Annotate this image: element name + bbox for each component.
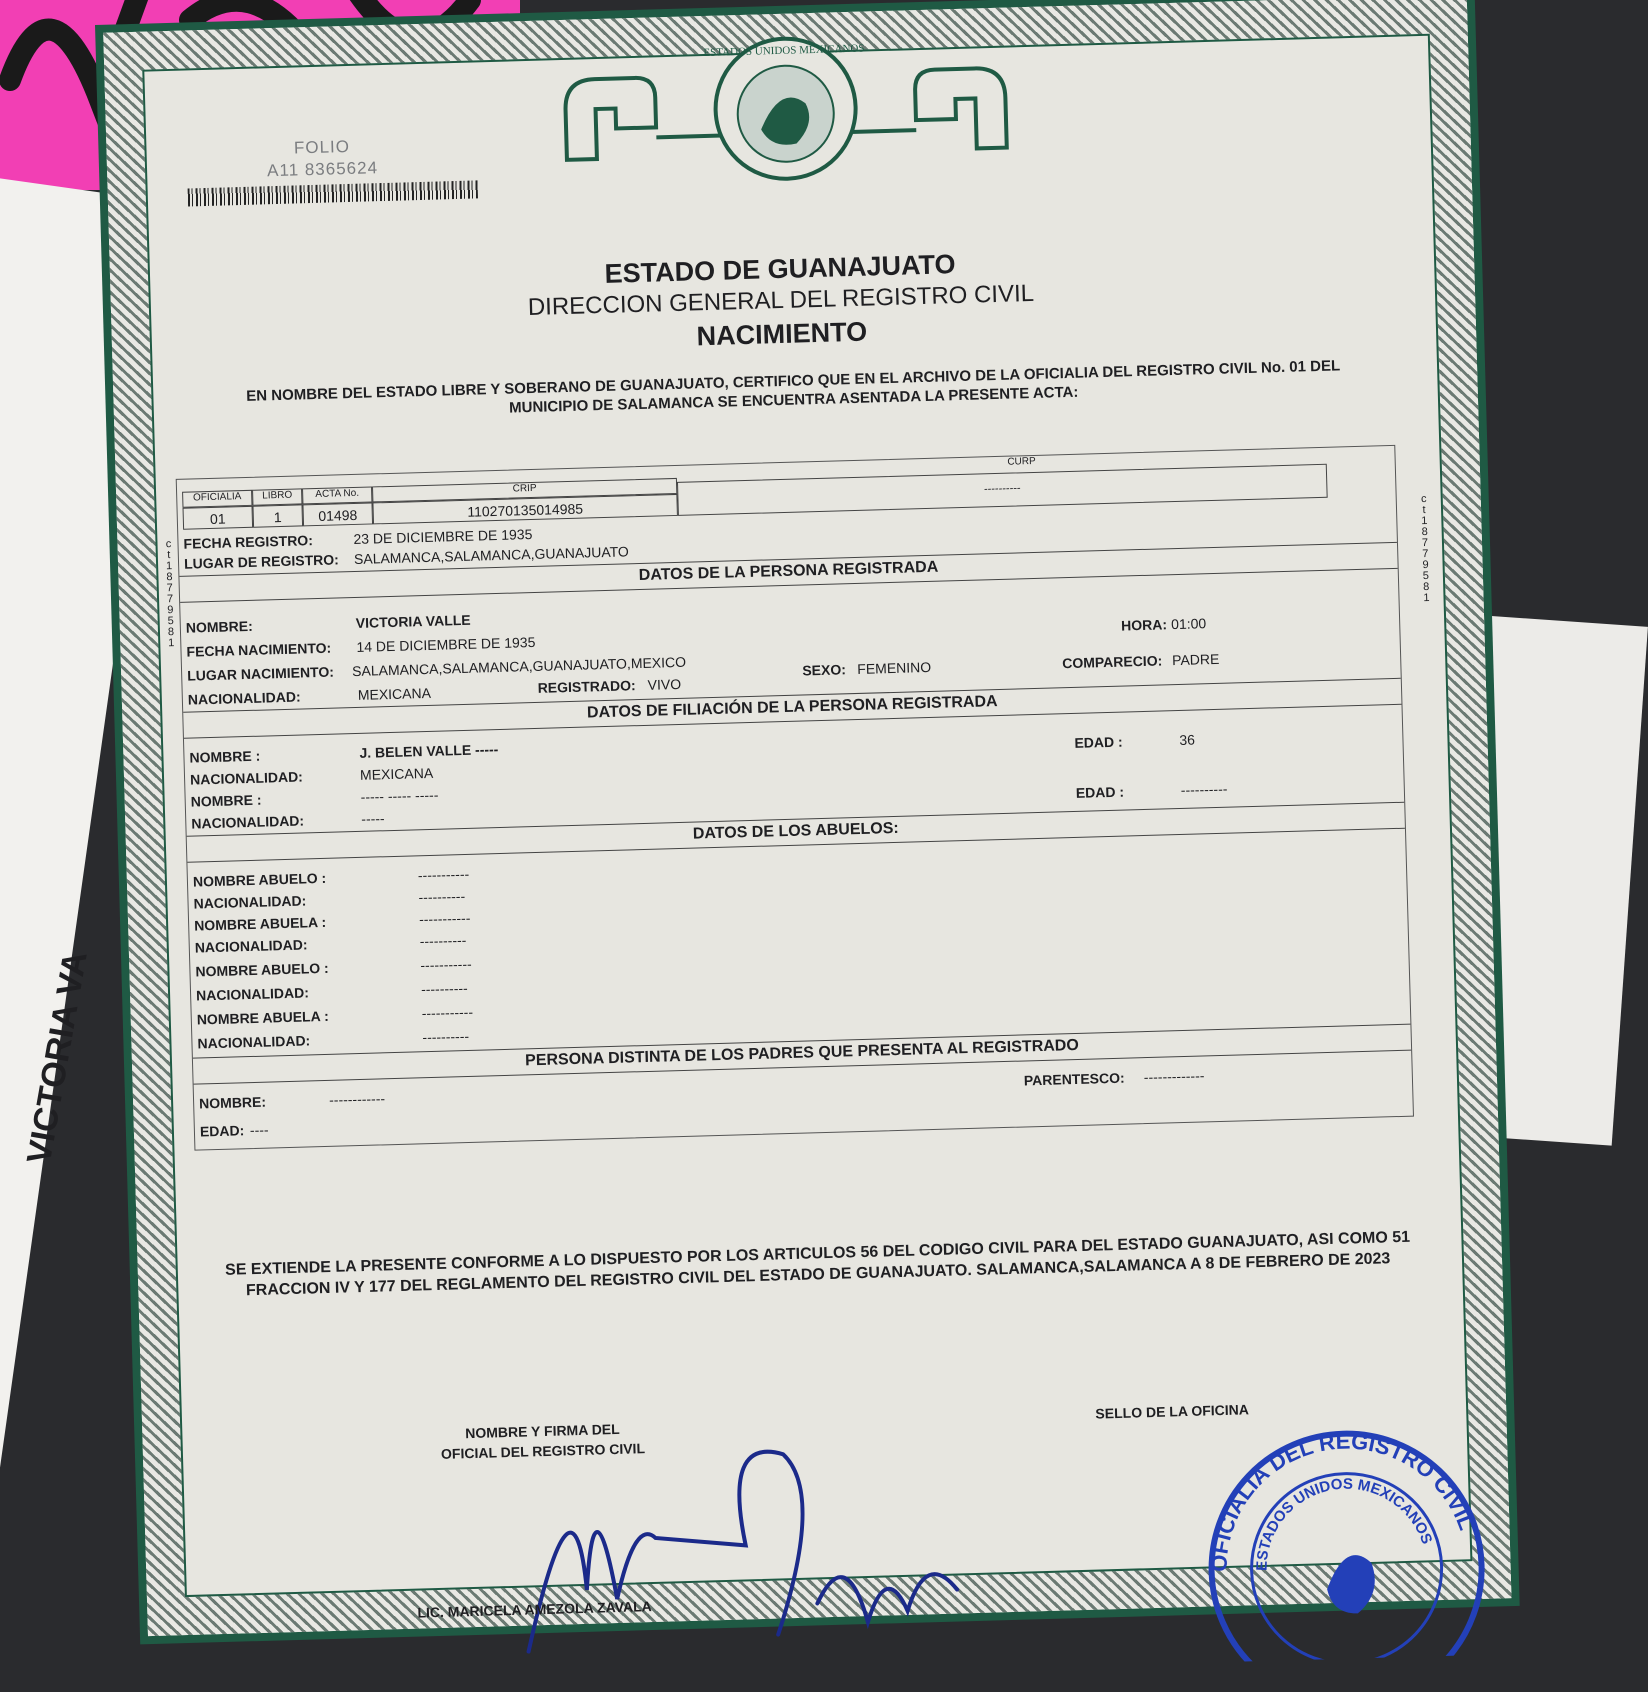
document-header: [430, 244, 1132, 360]
person-nacionalidad-label: NACIONALIDAD:: [187, 688, 301, 708]
grandparent-value: -----------: [417, 865, 470, 884]
presenter-parentesco-label: PARENTESCO:: [1023, 1069, 1125, 1089]
seal-outer-text: OFICIALIA DEL REGISTRO CIVIL: [1206, 1428, 1480, 1573]
person-nombre-label: NOMBRE:: [185, 617, 253, 636]
right-side-code: c t 1 8 7 7 9 5 8 1: [1420, 493, 1430, 605]
parent2-edad-value: ----------: [1180, 780, 1228, 798]
official-name: LIC. MARICELA AMEZOLA ZAVALA: [417, 1598, 652, 1621]
parent2-edad-label: EDAD :: [1075, 783, 1125, 801]
signature-header-line1: NOMBRE Y FIRMA DEL: [464, 1420, 620, 1442]
grandparent-value: -----------: [420, 955, 472, 974]
person-nacionalidad-value: MEXICANA: [357, 684, 432, 703]
grandparent-value: ----------: [419, 931, 467, 950]
header-oficialia: OFICIALIA: [182, 490, 252, 508]
closing-statement: SE EXTIENDE LA PRESENTE CONFORME A LO DISPUESTO POR LOS ARTICULOS 56 DEL CODIGO CIVIL PARA DEL ESTADO GUANAJUATO, ASI COMO 51 FRACCION IV Y 177 DEL REGLAMENTO DEL REGISTRO CIVIL DEL ESTADO DE GUANAJUATO. SALAMANCA,SALAMANCA A 8 DE FEBRERO DE 2023: [224, 1228, 1411, 1300]
grandparent-label: NOMBRE ABUELA :: [193, 913, 327, 934]
folio-number: A11 8365624: [266, 158, 379, 181]
directorate-title: DIRECCION GENERAL DEL REGISTRO CIVIL: [527, 279, 1035, 322]
folio-block: [266, 135, 378, 182]
person-section-title: DATOS DE LA PERSONA REGISTRADA: [638, 558, 939, 585]
presenter-edad-value: ----: [249, 1121, 269, 1139]
filiation-section-title: DATOS DE FILIACIÓN DE LA PERSONA REGISTRADA: [586, 693, 998, 722]
office-seal-stamp: [1182, 1415, 1489, 1663]
record-data-table: [176, 445, 1414, 1151]
parent1-edad-value: 36: [1179, 731, 1196, 748]
certificate-body: [142, 34, 1480, 1621]
barcode: [188, 180, 478, 206]
header-libro: LIBRO: [252, 488, 302, 505]
record-type-title: NACIMIENTO: [696, 316, 868, 352]
value-acta: 01498: [302, 502, 373, 526]
seal-header: SELLO DE LA OFICINA: [1095, 1401, 1250, 1422]
grandparent-value: -----------: [421, 1003, 474, 1022]
grandparent-label: NOMBRE ABUELO :: [192, 869, 327, 890]
person-hora-label: HORA:: [1120, 616, 1168, 634]
grandparent-label: NACIONALIDAD:: [193, 892, 307, 912]
parent1-nombre-label: NOMBRE :: [189, 747, 261, 766]
person-registrado-value: VIVO: [647, 675, 682, 693]
grandparent-label: NACIONALIDAD:: [197, 1032, 311, 1052]
parent2-nacionalidad-label: NACIONALIDAD:: [191, 812, 305, 832]
person-hora-value: 01:00: [1170, 615, 1207, 633]
value-curp: ----------: [677, 464, 1328, 516]
person-sexo-value: FEMENINO: [857, 658, 932, 677]
presenter-section-title: PERSONA DISTINTA DE LOS PADRES QUE PRESENTA AL REGISTRADO: [524, 1036, 1080, 1070]
value-oficialia: 01: [183, 506, 254, 530]
grandparent-label: NOMBRE ABUELO :: [195, 959, 329, 980]
grandparent-label: NACIONALIDAD:: [195, 984, 310, 1004]
fecha-registro-label: FECHA REGISTRO:: [183, 532, 314, 552]
grandparent-value: ----------: [420, 979, 468, 998]
parent1-nombre-value: J. BELEN VALLE -----: [359, 741, 499, 761]
background-document-name: VICTORIA VA: [20, 948, 95, 1167]
fecha-registro-value: 23 DE DICIEMBRE DE 1935: [353, 525, 533, 547]
parent2-nombre-value: ----- ----- -----: [360, 786, 439, 805]
parent1-nacionalidad-value: MEXICANA: [359, 764, 434, 783]
birth-certificate: [95, 0, 1520, 1644]
person-comparecio-value: PADRE: [1171, 650, 1220, 669]
grandparent-value: ----------: [418, 888, 466, 906]
left-side-code: c t 1 8 7 7 9 5 8 1: [165, 538, 175, 650]
grandparent-label: NOMBRE ABUELA :: [196, 1007, 329, 1028]
value-crip: 110270135014985: [372, 494, 677, 525]
presenter-parentesco-value: -------------: [1143, 1067, 1205, 1086]
header-curp: CURP: [1007, 455, 1036, 468]
presenter-nombre-label: NOMBRE:: [198, 1093, 267, 1112]
person-lugar-label: LUGAR NACIMIENTO:: [186, 663, 335, 684]
national-emblem-icon: [554, 27, 1018, 190]
emblem-ring-text: ESTADOS UNIDOS MEXICANOS: [703, 42, 865, 60]
header-crip: CRIP: [372, 478, 677, 503]
value-libro: 1: [252, 504, 303, 527]
person-lugar-value: SALAMANCA,SALAMANCA,GUANAJUATO,MEXICO: [351, 653, 687, 680]
parent1-edad-label: EDAD :: [1074, 733, 1123, 751]
grandparent-value: -----------: [418, 909, 471, 928]
person-fecha-label: FECHA NACIMIENTO:: [186, 639, 332, 660]
signature-header-line2: OFICIAL DEL REGISTRO CIVIL: [440, 1440, 646, 1462]
person-registrado-label: REGISTRADO:: [537, 677, 636, 696]
person-sexo-label: SEXO:: [802, 661, 847, 679]
svg-text:ESTADOS UNIDOS MEXICANOS: [1251, 1473, 1436, 1572]
parent2-nombre-label: NOMBRE :: [190, 791, 262, 810]
seal-inner-text: ESTADOS UNIDOS MEXICANOS: [1253, 1475, 1436, 1572]
parent1-nacionalidad-label: NACIONALIDAD:: [189, 768, 304, 788]
presenter-nombre-value: ------------: [328, 1090, 386, 1108]
certification-intro: EN NOMBRE DEL ESTADO LIBRE Y SOBERANO DE GUANAJUATO, CERTIFICO QUE EN EL ARCHIVO DE LA OFICIALIA DEL REGISTRO CIVIL No. 01 DEL MUNICIPIO DE SALAMANCA SE ENCUENTRA ASENTADA LA PRESENTE ACTA:: [246, 357, 1341, 417]
folio-label: FOLIO: [293, 136, 351, 158]
presenter-edad-label: EDAD:: [199, 1122, 245, 1140]
grandparent-label: NACIONALIDAD:: [194, 936, 308, 956]
lugar-registro-label: LUGAR DE REGISTRO:: [183, 551, 340, 572]
person-nombre-value: VICTORIA VALLE: [355, 611, 471, 631]
handwritten-signature: [482, 1419, 968, 1662]
grandparent-value: ----------: [422, 1027, 470, 1046]
grandparents-section-title: DATOS DE LOS ABUELOS:: [692, 819, 899, 843]
parent2-nacionalidad-value: -----: [361, 810, 385, 827]
lugar-registro-value: SALAMANCA,SALAMANCA,GUANAJUATO: [353, 543, 630, 567]
state-title: ESTADO DE GUANAJUATO: [604, 249, 956, 289]
header-acta: ACTA No.: [302, 486, 372, 504]
person-fecha-value: 14 DE DICIEMBRE DE 1935: [356, 633, 536, 655]
person-comparecio-label: COMPARECIO:: [1061, 652, 1163, 672]
